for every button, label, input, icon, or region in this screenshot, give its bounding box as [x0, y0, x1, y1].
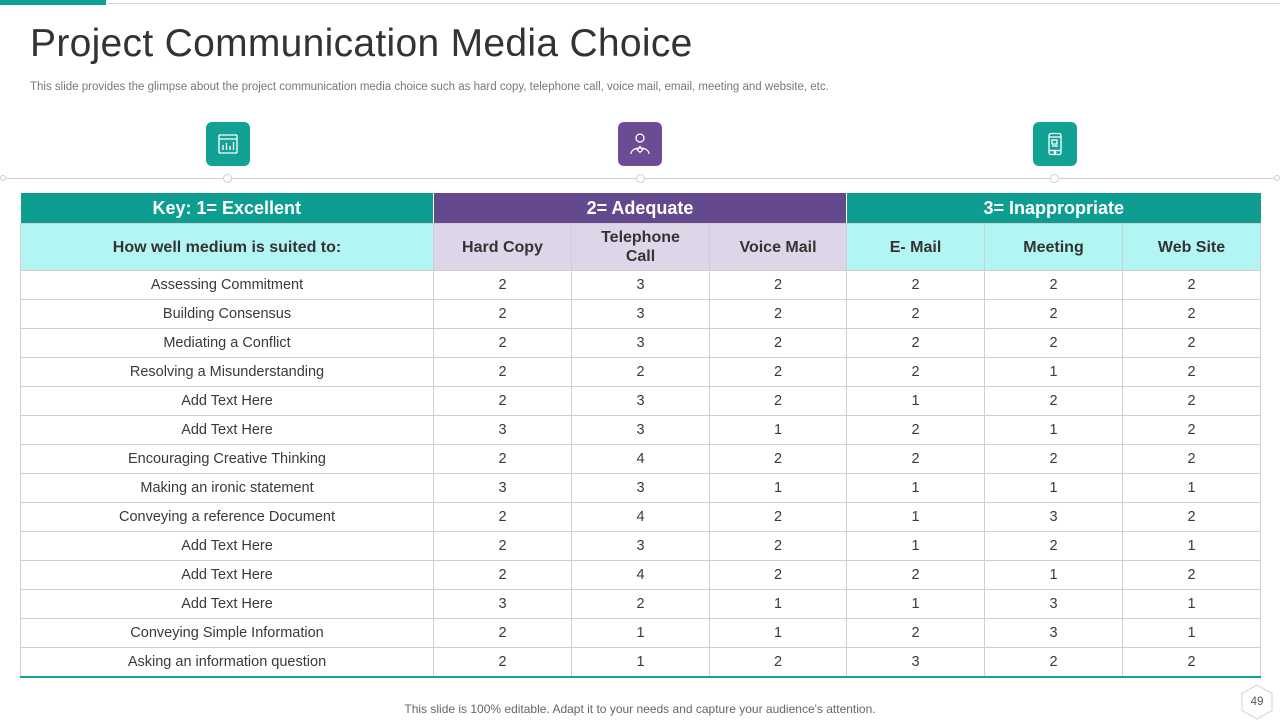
rating-cell: 3	[572, 329, 710, 358]
column-header-row	[21, 224, 1261, 271]
row-label: Building Consensus	[21, 300, 434, 329]
rating-cell: 2	[434, 648, 572, 678]
row-label: Resolving a Misunderstanding	[21, 358, 434, 387]
rating-cell: 2	[434, 561, 572, 590]
rating-cell: 2	[710, 358, 847, 387]
rating-cell: 3	[434, 590, 572, 619]
key-adequate: 2= Adequate	[434, 193, 847, 224]
table-row	[21, 648, 1261, 678]
row-label: Encouraging Creative Thinking	[21, 445, 434, 474]
rating-cell: 2	[985, 300, 1123, 329]
table-row	[21, 271, 1261, 300]
rating-cell: 1	[1123, 532, 1261, 561]
rating-cell: 2	[1123, 358, 1261, 387]
top-accent-bar	[0, 0, 106, 5]
rating-cell: 2	[847, 445, 985, 474]
timeline-end-dot	[1274, 175, 1280, 181]
rating-cell: 2	[434, 619, 572, 648]
rating-cell: 1	[985, 358, 1123, 387]
rating-cell: 2	[434, 445, 572, 474]
table-row	[21, 416, 1261, 445]
rating-cell: 2	[434, 387, 572, 416]
rating-cell: 3	[572, 532, 710, 561]
presentation-chart-icon	[206, 122, 250, 166]
mobile-phone-icon	[1033, 122, 1077, 166]
column-header-web-site: Web Site	[1123, 224, 1261, 271]
rating-cell: 2	[1123, 445, 1261, 474]
key-inappropriate: 3= Inappropriate	[847, 193, 1261, 224]
rating-cell: 2	[572, 358, 710, 387]
rating-cell: 2	[434, 358, 572, 387]
rating-cell: 1	[985, 416, 1123, 445]
rating-cell: 2	[985, 445, 1123, 474]
rating-cell: 2	[847, 416, 985, 445]
row-label: Conveying a reference Document	[21, 503, 434, 532]
user-gear-icon	[618, 122, 662, 166]
rating-cell: 2	[1123, 271, 1261, 300]
rating-cell: 1	[710, 474, 847, 503]
table-row	[21, 358, 1261, 387]
rating-cell: 1	[847, 503, 985, 532]
rating-cell: 2	[847, 271, 985, 300]
rating-cell: 4	[572, 503, 710, 532]
column-header-email: E- Mail	[847, 224, 985, 271]
table-body	[21, 271, 1261, 678]
timeline-dot	[636, 174, 645, 183]
rating-cell: 2	[847, 329, 985, 358]
table-row	[21, 300, 1261, 329]
page-subtitle: This slide provides the glimpse about the project communication media choice such as hard copy, telephone call, voice mail, email, meeting and website, etc.	[30, 81, 829, 93]
rating-cell: 1	[847, 532, 985, 561]
rating-cell: 3	[572, 416, 710, 445]
rating-cell: 2	[985, 329, 1123, 358]
row-label: Add Text Here	[21, 590, 434, 619]
rating-cell: 2	[1123, 648, 1261, 678]
column-header-voice-mail: Voice Mail	[710, 224, 847, 271]
rating-cell: 3	[572, 474, 710, 503]
rating-cell: 3	[434, 416, 572, 445]
key-row	[21, 193, 1261, 224]
rating-cell: 2	[847, 561, 985, 590]
column-header-meeting: Meeting	[985, 224, 1123, 271]
rating-cell: 3	[985, 503, 1123, 532]
row-label: Assessing Commitment	[21, 271, 434, 300]
rating-cell: 2	[710, 387, 847, 416]
rating-cell: 2	[710, 561, 847, 590]
rating-cell: 2	[1123, 329, 1261, 358]
rating-cell: 3	[985, 619, 1123, 648]
page-title: Project Communication Media Choice	[30, 22, 693, 65]
rating-cell: 2	[847, 300, 985, 329]
timeline-dot	[223, 174, 232, 183]
rating-cell: 2	[710, 271, 847, 300]
row-label: Add Text Here	[21, 532, 434, 561]
table-row	[21, 474, 1261, 503]
table-row	[21, 590, 1261, 619]
rating-cell: 2	[985, 532, 1123, 561]
table-row	[21, 387, 1261, 416]
top-divider	[106, 3, 1280, 4]
rating-cell: 4	[572, 561, 710, 590]
rating-cell: 2	[1123, 503, 1261, 532]
page-number: 49	[1250, 696, 1264, 708]
rating-cell: 2	[572, 590, 710, 619]
table-row	[21, 329, 1261, 358]
timeline-start-dot	[0, 175, 6, 181]
rating-cell: 2	[710, 532, 847, 561]
rating-cell: 1	[985, 474, 1123, 503]
rating-cell: 2	[434, 329, 572, 358]
rating-cell: 1	[847, 387, 985, 416]
rating-cell: 3	[572, 387, 710, 416]
rating-cell: 2	[710, 445, 847, 474]
table-row	[21, 503, 1261, 532]
rating-cell: 1	[1123, 590, 1261, 619]
timeline-dot	[1050, 174, 1059, 183]
rating-cell: 2	[1123, 561, 1261, 590]
media-choice-table	[20, 193, 1261, 678]
rating-cell: 2	[434, 300, 572, 329]
rating-cell: 2	[985, 648, 1123, 678]
rating-cell: 3	[434, 474, 572, 503]
row-label: Mediating a Conflict	[21, 329, 434, 358]
rating-cell: 2	[847, 358, 985, 387]
rating-cell: 3	[985, 590, 1123, 619]
rating-cell: 1	[572, 648, 710, 678]
rating-cell: 1	[710, 590, 847, 619]
row-label: Asking an information question	[21, 648, 434, 678]
rating-cell: 1	[847, 590, 985, 619]
rating-cell: 2	[434, 271, 572, 300]
rating-cell: 2	[710, 300, 847, 329]
rating-cell: 2	[985, 271, 1123, 300]
key-excellent: Key: 1= Excellent	[21, 193, 434, 224]
rating-cell: 1	[710, 416, 847, 445]
column-header-criteria: How well medium is suited to:	[21, 224, 434, 271]
table-row	[21, 619, 1261, 648]
rating-cell: 1	[710, 619, 847, 648]
row-label: Add Text Here	[21, 387, 434, 416]
rating-cell: 1	[1123, 619, 1261, 648]
row-label: Add Text Here	[21, 416, 434, 445]
page-number-badge	[1238, 683, 1276, 721]
rating-cell: 2	[1123, 387, 1261, 416]
table-row	[21, 532, 1261, 561]
row-label: Add Text Here	[21, 561, 434, 590]
rating-cell: 1	[985, 561, 1123, 590]
table-row	[21, 561, 1261, 590]
rating-cell: 2	[985, 387, 1123, 416]
rating-cell: 3	[847, 648, 985, 678]
rating-cell: 2	[434, 503, 572, 532]
rating-cell: 2	[1123, 416, 1261, 445]
rating-cell: 3	[572, 300, 710, 329]
row-label: Conveying Simple Information	[21, 619, 434, 648]
rating-cell: 1	[847, 474, 985, 503]
column-header-hard-copy: Hard Copy	[434, 224, 572, 271]
rating-cell: 2	[1123, 300, 1261, 329]
rating-cell: 2	[710, 648, 847, 678]
rating-cell: 3	[572, 271, 710, 300]
rating-cell: 4	[572, 445, 710, 474]
footer-note: This slide is 100% editable. Adapt it to your needs and capture your audience's attention.	[404, 702, 876, 716]
rating-cell: 2	[434, 532, 572, 561]
rating-cell: 2	[710, 503, 847, 532]
row-label: Making an ironic statement	[21, 474, 434, 503]
table-row	[21, 445, 1261, 474]
column-header-telephone-call: Telephone Call	[572, 224, 710, 271]
rating-cell: 2	[847, 619, 985, 648]
rating-cell: 2	[710, 329, 847, 358]
rating-cell: 1	[572, 619, 710, 648]
rating-cell: 1	[1123, 474, 1261, 503]
